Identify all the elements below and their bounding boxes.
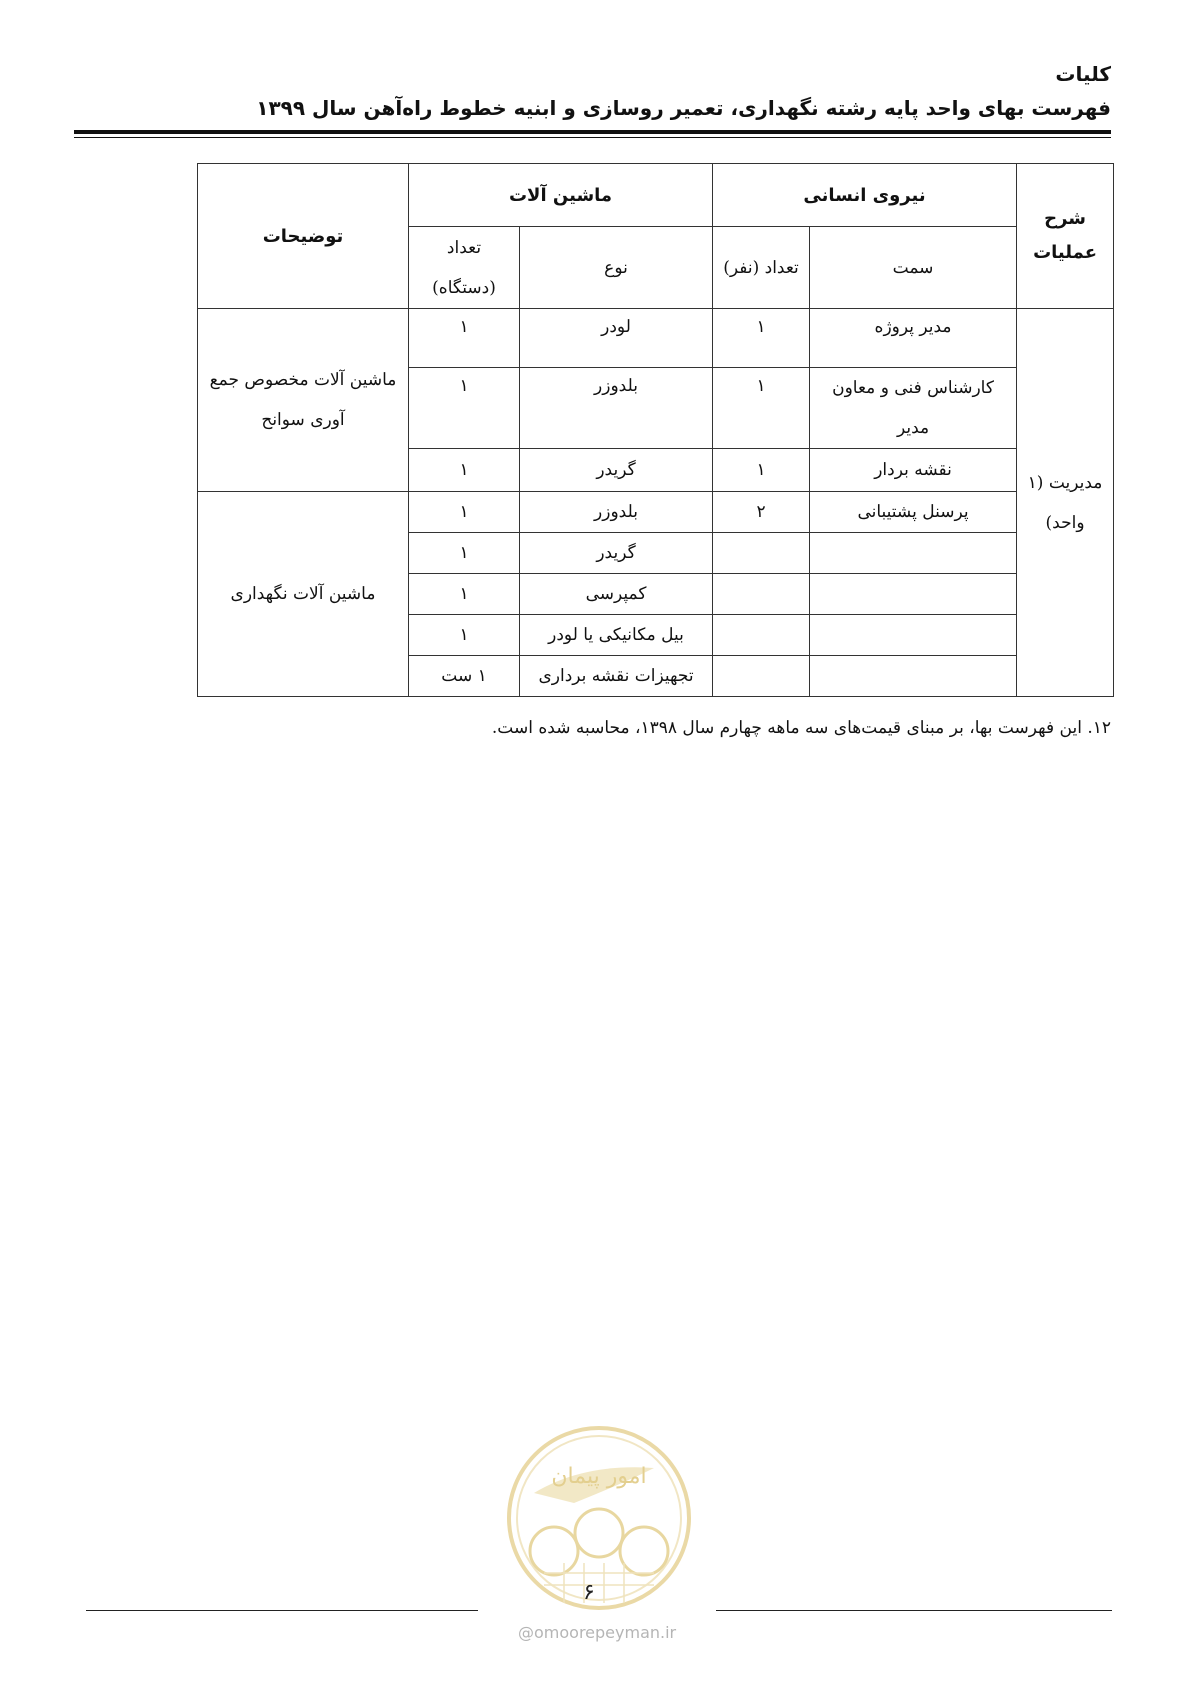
page-number: ۶ [583, 1580, 595, 1605]
header-labor-count: تعداد (نفر) [713, 227, 810, 309]
cell-machine-count: ۱ ست [409, 656, 520, 697]
cell-labor-count [713, 615, 810, 656]
cell-labor-count: ۲ [713, 492, 810, 533]
cell-position: مدیر پروژه [810, 309, 1017, 368]
cell-machine-count: ۱ [409, 492, 520, 533]
table-row [198, 492, 1114, 533]
resources-table [197, 163, 1114, 697]
cell-type: تجهیزات نقشه برداری [520, 656, 713, 697]
cell-position: کارشناس فنی و معاون مدیر [810, 368, 1017, 449]
cell-labor-count [713, 656, 810, 697]
section-title: کلیات [1055, 62, 1111, 86]
footnote: ۱۲. این فهرست بها، بر مبنای قیمت‌های سه ماهه چهارم سال ۱۳۹۸، محاسبه شده است. [491, 718, 1111, 738]
operation-cell: مدیریت (۱ واحد) [1017, 309, 1114, 697]
cell-type: گریدر [520, 533, 713, 574]
cell-position [810, 533, 1017, 574]
header-labor-group: نیروی انسانی [713, 164, 1017, 227]
header-machine-count: تعداد (دستگاه) [409, 227, 520, 309]
cell-position [810, 574, 1017, 615]
svg-text:امور پیمان: امور پیمان [551, 1464, 647, 1489]
cell-position: نقشه بردار [810, 449, 1017, 492]
cell-type: بلدوزر [520, 368, 713, 449]
header-notes: توضیحات [198, 164, 409, 309]
cell-labor-count [713, 533, 810, 574]
cell-labor-count: ۱ [713, 309, 810, 368]
cell-position: پرسنل پشتیبانی [810, 492, 1017, 533]
cell-machine-count: ۱ [409, 574, 520, 615]
table-row [198, 309, 1114, 368]
cell-machine-count: ۱ [409, 368, 520, 449]
cell-type: لودر [520, 309, 713, 368]
cell-type: بیل مکانیکی یا لودر [520, 615, 713, 656]
cell-labor-count: ۱ [713, 449, 810, 492]
watermark-url: @omoorepeyman.ir [518, 1623, 677, 1642]
cell-machine-count: ۱ [409, 533, 520, 574]
header-operation: شرح عملیات [1017, 164, 1114, 309]
cell-machine-count: ۱ [409, 309, 520, 368]
footer-rule-right [716, 1610, 1112, 1611]
cell-type: بلدوزر [520, 492, 713, 533]
notes-cell-2: ماشین آلات نگهداری [198, 492, 409, 697]
header-type: نوع [520, 227, 713, 309]
footer-rule-left [86, 1610, 478, 1611]
notes-cell-1: ماشین آلات مخصوص جمع آوری سوانح [198, 309, 409, 492]
cell-position [810, 615, 1017, 656]
cell-machine-count: ۱ [409, 449, 520, 492]
cell-labor-count: ۱ [713, 368, 810, 449]
watermark-logo [504, 1423, 694, 1613]
header-machinery-group: ماشین آلات [409, 164, 713, 227]
cell-labor-count [713, 574, 810, 615]
cell-position [810, 656, 1017, 697]
cell-type: کمپرسی [520, 574, 713, 615]
header-position: سمت [810, 227, 1017, 309]
header-rule-thick [74, 130, 1111, 134]
cell-machine-count: ۱ [409, 615, 520, 656]
document-title: فهرست بهای واحد پایه رشته نگهداری، تعمیر روسازی و ابنیه خطوط راه‌آهن سال ۱۳۹۹ [256, 96, 1111, 120]
header-rule-thin [74, 137, 1111, 138]
cell-type: گریدر [520, 449, 713, 492]
